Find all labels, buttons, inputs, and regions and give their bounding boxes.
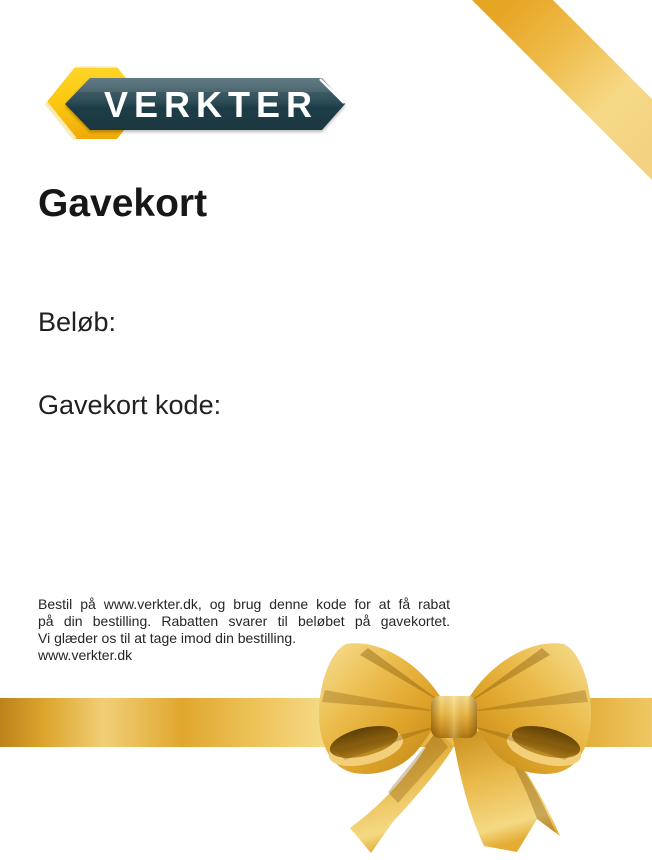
bow-loop-right: [466, 643, 591, 774]
diagonal-ribbon-shape: [472, 0, 652, 180]
page-title: Gavekort: [38, 182, 208, 225]
bow-knot: [431, 696, 477, 738]
brand-name: VERKTER: [103, 84, 319, 125]
footer-line: Vi glæder os til at tage imod din bestilling.: [38, 630, 297, 646]
code-label: Gavekort kode:: [38, 390, 222, 420]
footer-line: på din bestilling. Rabatten svarer til beløbet på gavekortet.: [38, 613, 450, 629]
footer-note: [38, 596, 450, 664]
gift-bow: [319, 643, 591, 853]
gold-ribbon-band: [0, 698, 652, 747]
footer-line: www.verkter.dk: [38, 647, 133, 663]
footer-line: Bestil på www.verkter.dk, og brug denne kode for at få rabat: [38, 596, 450, 612]
bow-tail-right: [452, 731, 560, 852]
amount-label: Beløb:: [38, 307, 117, 337]
bow-tail-left: [350, 730, 454, 853]
diagonal-gold-ribbon: [440, 0, 652, 200]
brand-logo: [38, 56, 358, 148]
